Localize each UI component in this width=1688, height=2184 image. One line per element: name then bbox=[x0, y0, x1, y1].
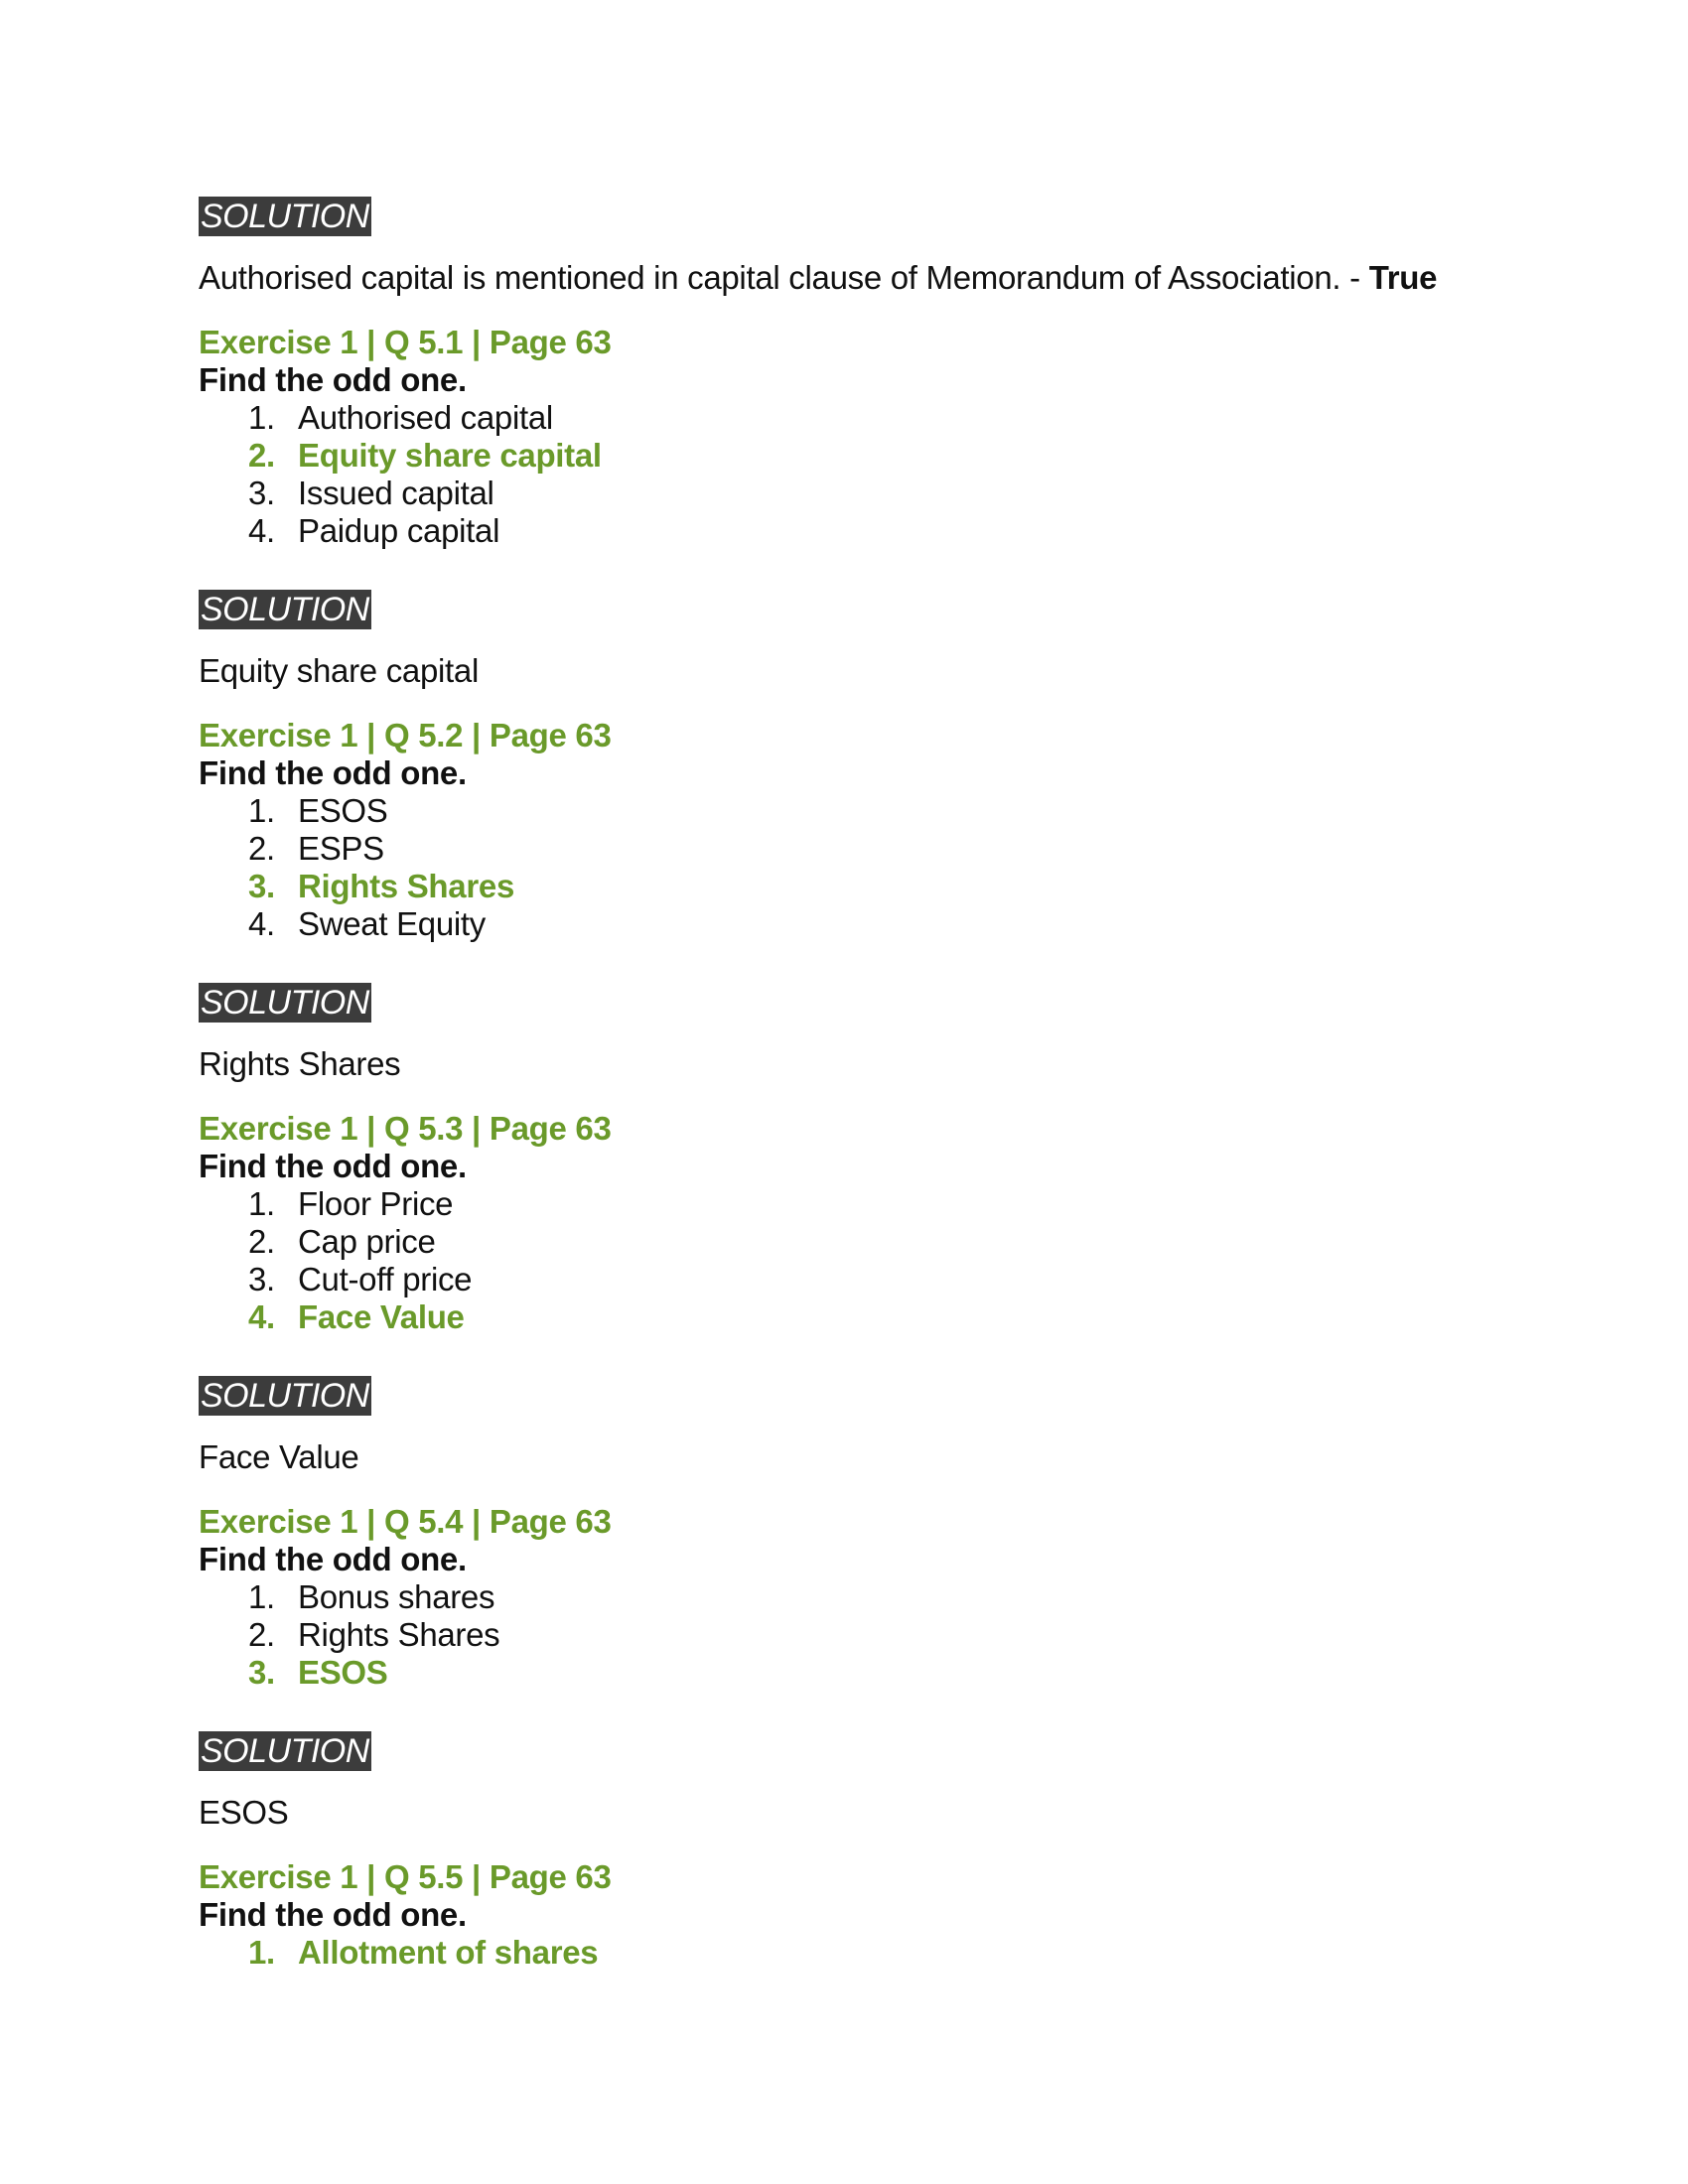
option-number: 3. bbox=[248, 1654, 275, 1691]
option-text: Rights Shares bbox=[298, 868, 514, 904]
options-list bbox=[199, 792, 1509, 943]
solution-label: SOLUTION bbox=[201, 591, 369, 628]
exercise-5-2 bbox=[199, 717, 1509, 943]
exercise-title: Exercise 1 | Q 5.3 | Page 63 bbox=[199, 1110, 612, 1147]
option-number: 4. bbox=[248, 905, 275, 942]
option-item bbox=[248, 475, 1509, 512]
option-number: 3. bbox=[248, 475, 275, 511]
solution-5-2 bbox=[199, 983, 1509, 1086]
option-number: 1. bbox=[248, 399, 275, 436]
options-list bbox=[199, 1185, 1509, 1336]
intro-solution bbox=[199, 197, 1509, 300]
option-text: Allotment of shares bbox=[298, 1934, 599, 1971]
options-list bbox=[199, 1578, 1509, 1692]
option-number: 4. bbox=[248, 1298, 275, 1335]
option-text: Rights Shares bbox=[298, 1616, 500, 1653]
option-item-correct bbox=[248, 1934, 1509, 1972]
option-number: 1. bbox=[248, 1185, 275, 1222]
option-item bbox=[248, 830, 1509, 868]
option-item bbox=[248, 399, 1509, 437]
exercise-5-4 bbox=[199, 1503, 1509, 1692]
option-item bbox=[248, 1578, 1509, 1616]
exercise-title: Exercise 1 | Q 5.4 | Page 63 bbox=[199, 1503, 612, 1540]
option-number: 2. bbox=[248, 1616, 275, 1653]
solution-label: SOLUTION bbox=[201, 984, 369, 1022]
option-text: Paidup capital bbox=[298, 512, 500, 549]
option-item-correct bbox=[248, 868, 1509, 905]
option-item-correct bbox=[248, 1654, 1509, 1692]
exercise-question: Find the odd one. bbox=[199, 1896, 467, 1933]
option-number: 3. bbox=[248, 1261, 275, 1297]
solution-5-1 bbox=[199, 590, 1509, 693]
solution-answer: Face Value bbox=[199, 1438, 359, 1475]
option-number: 2. bbox=[248, 830, 275, 867]
option-number: 2. bbox=[248, 1223, 275, 1260]
option-text: Equity share capital bbox=[298, 437, 602, 474]
exercise-question: Find the odd one. bbox=[199, 1541, 467, 1577]
exercise-title: Exercise 1 | Q 5.2 | Page 63 bbox=[199, 717, 612, 753]
option-item bbox=[248, 905, 1509, 943]
solution-label: SOLUTION bbox=[201, 1732, 369, 1770]
exercise-5-5 bbox=[199, 1858, 1509, 1972]
answer-bold: True bbox=[1368, 259, 1438, 296]
solution-answer: ESOS bbox=[199, 1794, 289, 1831]
solution-answer: Rights Shares bbox=[199, 1045, 401, 1082]
solution-label: SOLUTION bbox=[201, 198, 369, 235]
option-item bbox=[248, 512, 1509, 550]
option-text: Floor Price bbox=[298, 1185, 454, 1222]
option-item bbox=[248, 1185, 1509, 1223]
option-text: Cap price bbox=[298, 1223, 436, 1260]
option-text: Sweat Equity bbox=[298, 905, 487, 942]
option-number: 1. bbox=[248, 1578, 275, 1615]
option-text: ESPS bbox=[298, 830, 384, 867]
exercise-question: Find the odd one. bbox=[199, 1148, 467, 1184]
option-item bbox=[248, 1616, 1509, 1654]
option-text: Authorised capital bbox=[298, 399, 553, 436]
option-text: Bonus shares bbox=[298, 1578, 495, 1615]
option-text: Face Value bbox=[298, 1298, 465, 1335]
option-number: 1. bbox=[248, 1934, 275, 1971]
exercise-title: Exercise 1 | Q 5.1 | Page 63 bbox=[199, 324, 612, 360]
option-item bbox=[248, 1223, 1509, 1261]
option-text: Issued capital bbox=[298, 475, 494, 511]
solution-answer bbox=[199, 256, 1509, 300]
options-list bbox=[199, 1934, 1509, 1972]
option-number: 1. bbox=[248, 792, 275, 829]
solution-answer: Equity share capital bbox=[199, 652, 479, 689]
exercise-5-1 bbox=[199, 324, 1509, 550]
option-number: 4. bbox=[248, 512, 275, 549]
document-content bbox=[199, 197, 1509, 1972]
exercise-question: Find the odd one. bbox=[199, 361, 467, 398]
option-text: Cut-off price bbox=[298, 1261, 473, 1297]
options-list bbox=[199, 399, 1509, 550]
option-item-correct bbox=[248, 437, 1509, 475]
option-item bbox=[248, 1261, 1509, 1298]
option-item-correct bbox=[248, 1298, 1509, 1336]
solution-5-4 bbox=[199, 1731, 1509, 1835]
answer-text: Authorised capital is mentioned in capital clause of Memorandum of Association. - bbox=[199, 259, 1369, 296]
option-number: 3. bbox=[248, 868, 275, 904]
solution-label: SOLUTION bbox=[201, 1377, 369, 1415]
option-text: ESOS bbox=[298, 1654, 388, 1691]
option-number: 2. bbox=[248, 437, 275, 474]
exercise-question: Find the odd one. bbox=[199, 754, 467, 791]
option-item bbox=[248, 792, 1509, 830]
exercise-title: Exercise 1 | Q 5.5 | Page 63 bbox=[199, 1858, 612, 1895]
solution-5-3 bbox=[199, 1376, 1509, 1479]
exercise-5-3 bbox=[199, 1110, 1509, 1336]
option-text: ESOS bbox=[298, 792, 388, 829]
